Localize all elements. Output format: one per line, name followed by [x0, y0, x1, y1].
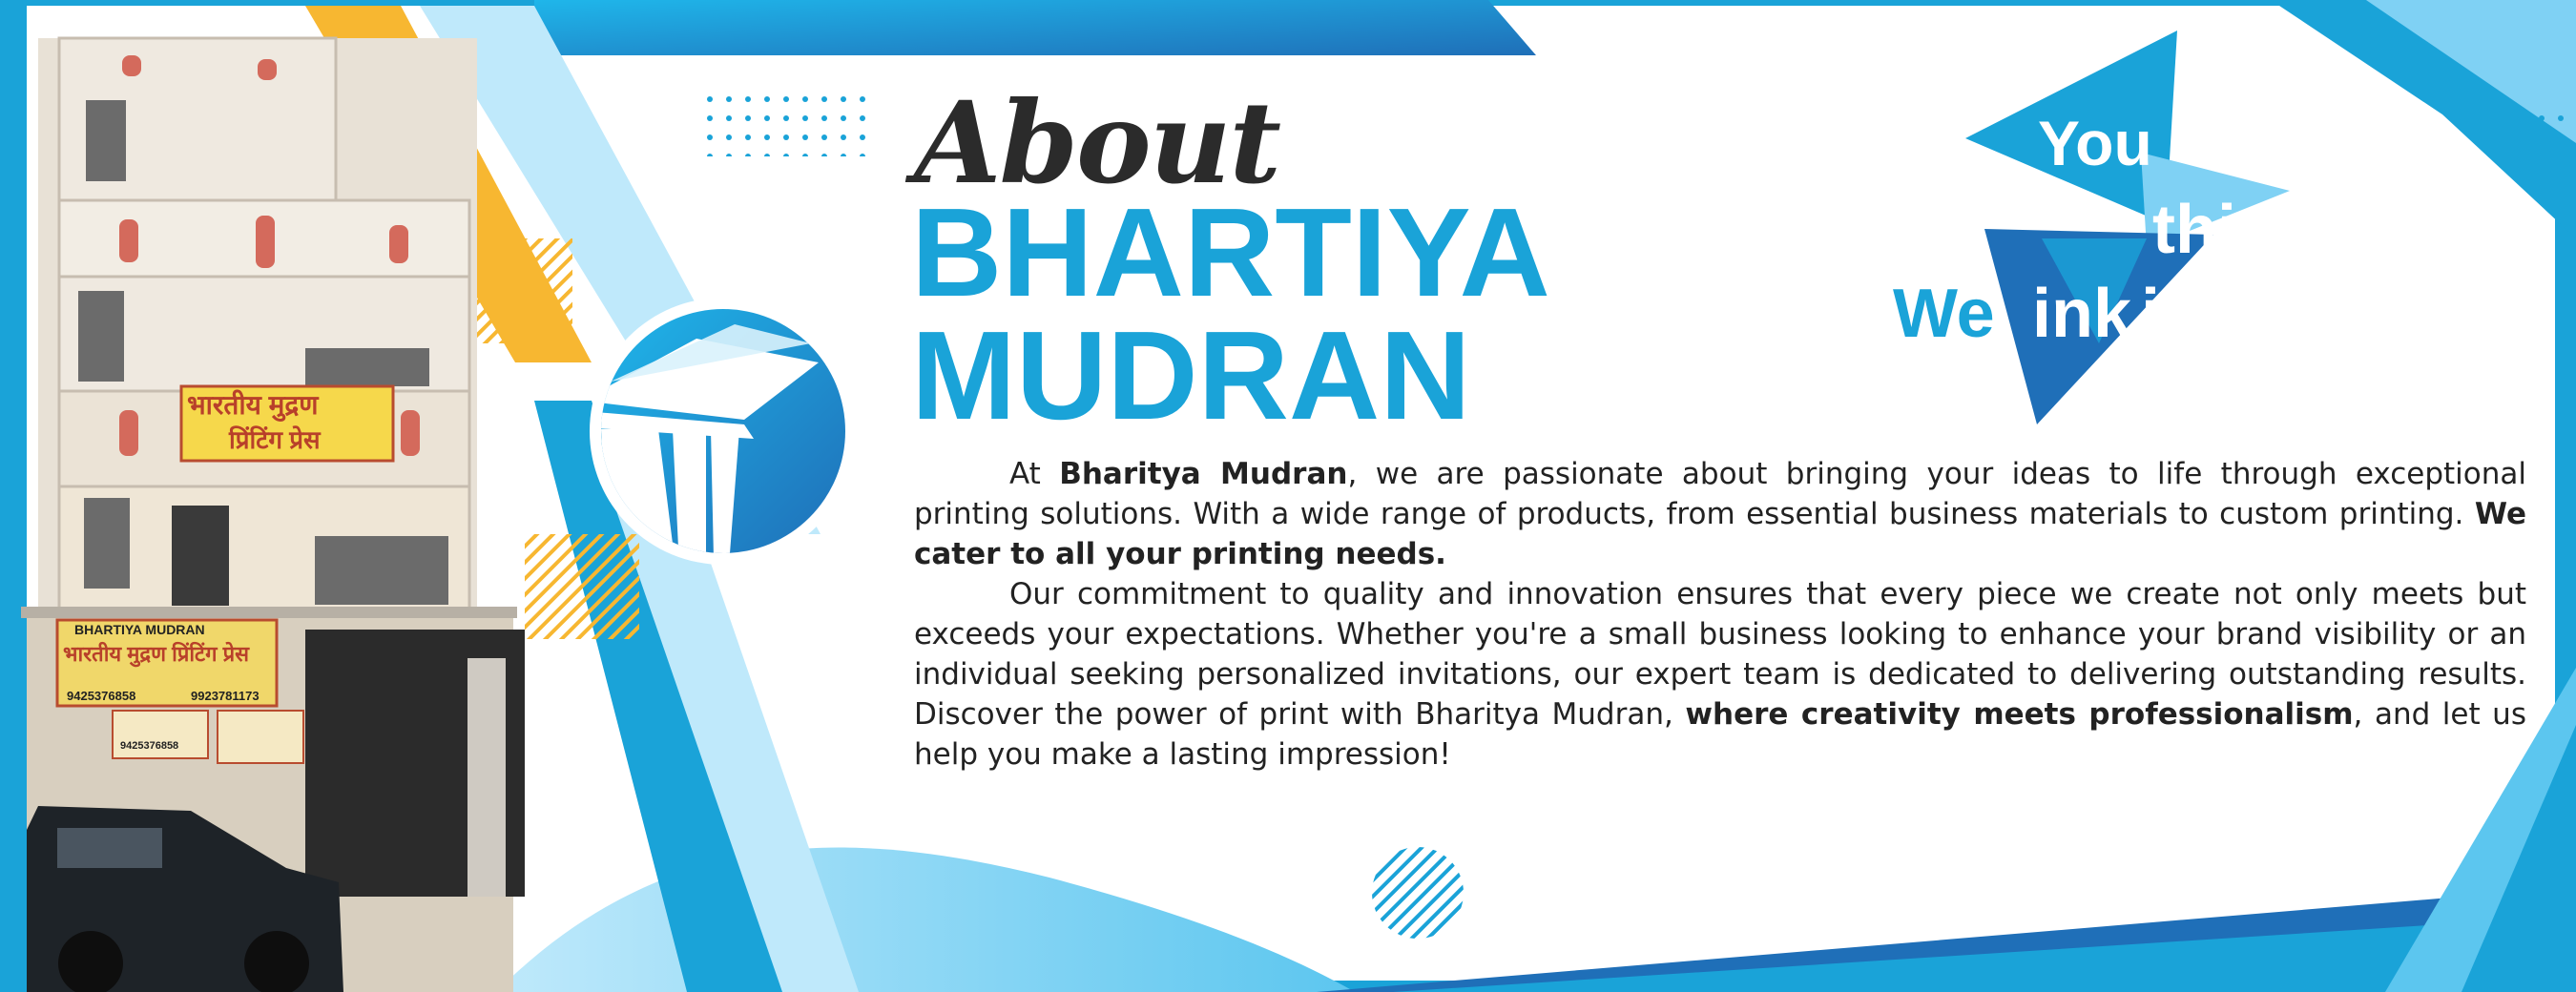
shop-phone-2: 9923781173: [191, 689, 260, 703]
company-name-heading: [911, 182, 1550, 446]
building-photo: [21, 38, 525, 992]
small-sign-phone: 9425376858: [120, 740, 179, 752]
top-sign-hindi-2: प्रिंटिंग प्रेस: [229, 425, 321, 454]
company-name-line-2: MUDRAN: [911, 305, 1471, 446]
about-description: [914, 454, 2526, 775]
p1-bold-company: Bharitya Mudran: [1059, 457, 1348, 491]
tagline-think-it: think it,: [2152, 192, 2397, 268]
top-sign-hindi: भारतीय मुद्रण: [187, 390, 319, 420]
about-paragraph-2: [914, 574, 2526, 775]
company-name-line-1: BHARTIYA: [911, 182, 1550, 322]
tagline-you: You: [2038, 108, 2152, 178]
about-paragraph-1: [914, 454, 2526, 574]
shop-sign-english: BHARTIYA MUDRAN: [74, 622, 205, 637]
p1-text-2: , we are passionate about bringing your ideas to life through exceptional printing solutions. With a wide range of products, from essential business materials to custom printing.: [914, 457, 2527, 531]
shop-phone-1: 9425376858: [67, 689, 136, 703]
shop-sign-hindi: भारतीय मुद्रण प्रिंटिंग प्रेस: [63, 642, 250, 666]
tagline-it: it.: [2141, 276, 2202, 352]
about-heading: About: [914, 76, 1280, 209]
p2-text-1: Our commitment to quality and innovation ensures that every piece we create not only meets but exceeds your expectations. Whether you're a small business looking to enhance your brand visibility or an individual seeking personalized invitations, our expert team is dedicated to delivering outstanding results. Discover the power of print with Bharitya Mudran,: [914, 577, 2526, 732]
tagline-we: We: [1893, 276, 1995, 352]
p1-text-1: At: [1009, 457, 1060, 491]
p2-text-2: , and let us help you make a lasting impression!: [914, 697, 2526, 772]
p1-bold-cater: We cater to all your printing needs.: [914, 497, 2526, 571]
tagline-ink: ink: [2032, 276, 2132, 352]
p2-bold-creativity: where creativity meets professionalism: [1685, 697, 2354, 732]
